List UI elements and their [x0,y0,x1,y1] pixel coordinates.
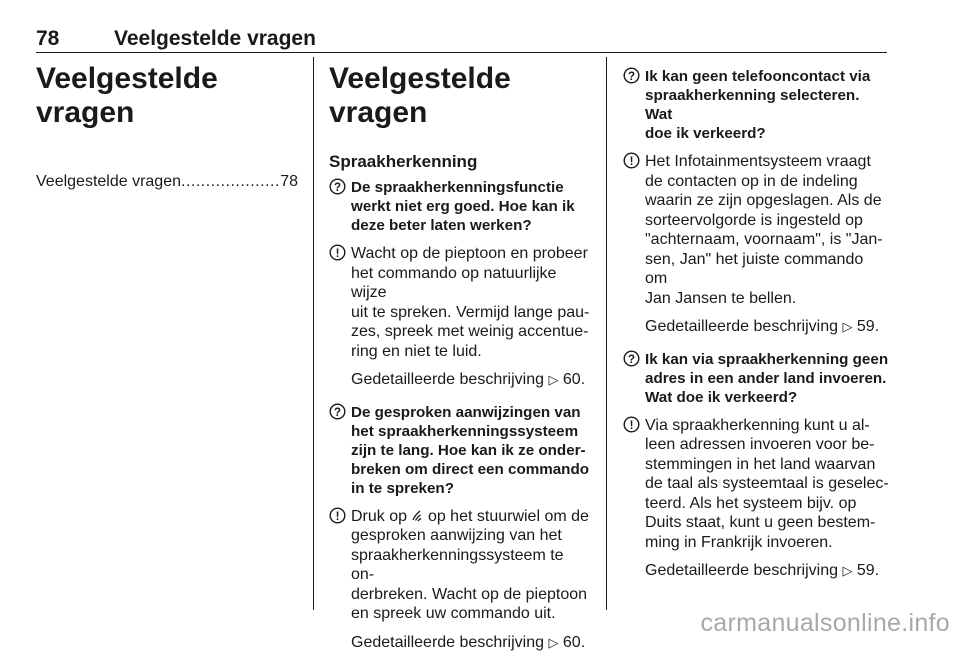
answer-block [623,152,889,308]
answer-block [329,507,591,624]
svg-text:!: ! [335,247,340,260]
toc-entry-page: 78 [280,173,298,190]
answer-text: Druk op op het stuurwiel om de gesproken aanwijzing van het spraakherkenningssysteem te on- derbreken. Wacht op de pieptoon en spreek uw commando uit. [351,507,589,622]
question-circle-icon [329,403,351,425]
question-circle-icon [329,178,351,200]
svg-text:!: ! [629,419,634,432]
question-block [329,178,591,235]
exclamation-circle-icon [329,507,351,529]
arrow-right-icon: ▷ [548,634,559,650]
page-header [36,26,887,53]
chapter-column [36,62,298,191]
qa-column [623,67,889,594]
arrow-right-icon: ▷ [842,319,853,334]
page-number: 78 [36,27,60,50]
question-text: Ik kan geen telefooncontact via spraakherkenning selecteren. Wat doe ik verkeerd? [645,68,871,142]
question-text: Ik kan via spraakherkenning geen adres in een ander land invoeren. Wat doe ik verkeerd? [645,350,889,406]
question-circle-icon [623,67,645,89]
chapter-title: Veelgestelde vragen [36,62,218,129]
answer-text: Via spraakherkenning kunt u al- leen adressen invoeren voor be- stemmingen in het land waarvan de taal als systeemtaal is geselec- teerd. Als het systeem bijv. op Duits staat, kunt u geen bestem- ming in Frankrijk invoeren. [645,416,889,551]
question-circle-icon [623,350,645,372]
watermark: carmanualsonline.info [700,609,950,637]
cross-reference[interactable]: Gedetailleerde beschrijving ▷ 59. [645,562,880,579]
voice-button-icon [411,508,423,525]
column-divider [313,57,314,610]
question-text: De gesproken aanwijzingen van het spraakherkenningssysteem zijn te lang. Hoe kan ik ze onder- breken om direct een commando in te spreken? [351,403,590,497]
question-block [623,67,889,143]
cross-reference[interactable]: Gedetailleerde beschrijving ▷ 59. [645,318,880,335]
section-title: Veelgestelde vragen [329,62,511,129]
toc-entry[interactable] [36,173,298,191]
question-block [623,350,889,407]
section-column [329,62,591,665]
svg-text:?: ? [627,70,636,83]
answer-block [329,244,591,361]
exclamation-circle-icon [329,244,351,266]
cross-reference[interactable]: Gedetailleerde beschrijving ▷ 60. [351,633,586,651]
question-text: De spraakherkenningsfunctie werkt niet erg goed. Hoe kan ik deze beter laten werken? [351,179,575,234]
cross-reference[interactable]: Gedetailleerde beschrijving ▷ 60. [351,371,586,388]
answer-text: Het Infotainmentsysteem vraagt de contacten op in de indeling waarin ze zijn opgeslagen. Als de sorteervolgorde is ingesteld op "achternaam, voornaam", is "Jan- sen, Jan" het juiste commando om Jan Jansen te bellen. [645,153,883,307]
column-divider [606,57,607,610]
svg-text:!: ! [335,510,340,523]
exclamation-circle-icon [623,416,645,438]
running-title: Veelgestelde vragen [114,27,316,50]
svg-text:?: ? [333,181,342,194]
svg-text:?: ? [627,353,636,366]
toc-leader-dots [181,173,280,191]
answer-block [623,416,889,553]
subheading: Spraakherkenning [329,152,478,171]
answer-text: Wacht op de pieptoon en probeer het commando op natuurlijke wijze uit te spreken. Vermijd lange pau- zes, spreek met weinig accentue- ring en niet te luid. [351,245,590,360]
question-block [329,403,591,498]
svg-text:?: ? [333,406,342,419]
exclamation-circle-icon [623,152,645,174]
toc-entry-label: Veelgestelde vragen [36,173,181,190]
arrow-right-icon: ▷ [548,372,559,387]
arrow-right-icon: ▷ [842,563,853,578]
svg-text:!: ! [629,155,634,168]
